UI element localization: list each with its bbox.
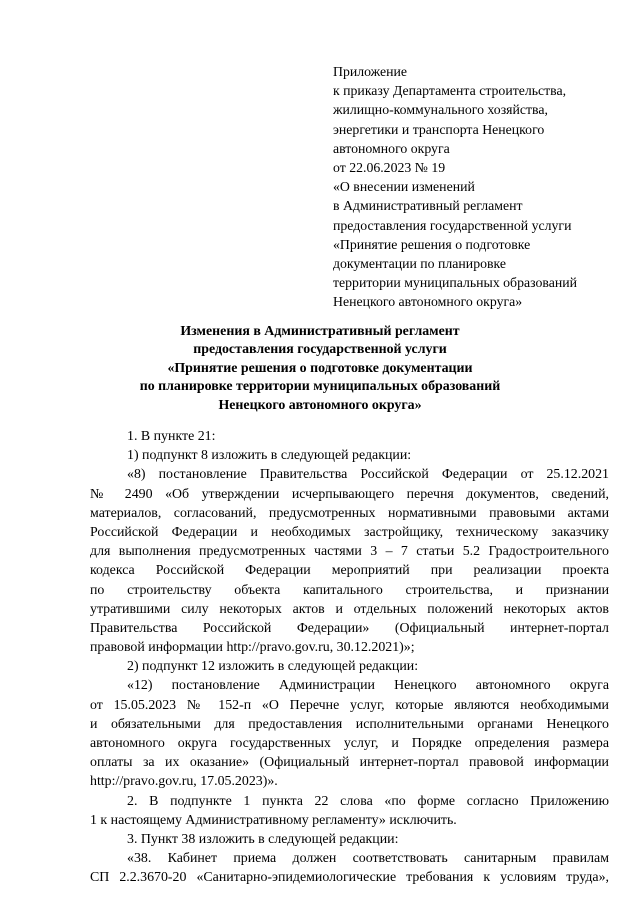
annex-line: Ненецкого автономного округа» [333, 294, 523, 310]
body-line: 2. В подпункте 1 пункта 22 слова «по форме согласно Приложению [127, 793, 609, 809]
body-line: № 2490 «Об утверждении исчерпывающего перечня документов, сведений, [90, 486, 609, 502]
body-line: «12) постановление Администрации Ненецкого автономного округа [127, 678, 609, 694]
annex-line: «О внесении изменений [333, 179, 475, 195]
annex-header [333, 62, 633, 312]
body-line: по строительству объекта капитального строительства, и признании [90, 582, 609, 598]
body-line: и обязательными для предоставления исполнительными органами Ненецкого [90, 716, 609, 732]
annex-line: «Принятие решения о подготовке [333, 236, 531, 252]
body-line: автономного округа государственных услуг, и Порядке определения размера [90, 736, 609, 751]
document-body [90, 427, 609, 888]
body-line: 2) подпункт 12 изложить в следующей редакции: [127, 659, 419, 675]
body-line: утратившими силу некоторых актов и отдельных положений некоторых актов [90, 601, 609, 617]
body-line: для выполнения предусмотренных частями 3 – 7 статьи 5.2 Градостроительного [90, 544, 609, 560]
body-line: кодекса Российской Федерации мероприятий при реализации проекта [90, 563, 609, 579]
annex-line: Приложение [333, 64, 408, 79]
title-line: предоставления государственной услуги [193, 342, 447, 358]
body-line: «8) постановление Правительства Российской Федерации от 25.12.2021 [127, 467, 609, 483]
body-line: от 15.05.2023 № 152-п «О Перечне услуг, которые являются необходимыми [90, 697, 609, 713]
annex-line: от 22.06.2023 № 19 [333, 160, 446, 176]
body-line: «38. Кабинет приема должен соответствовать санитарным правилам [127, 851, 609, 867]
annex-line: к приказу Департамента строительства, [333, 83, 567, 99]
document-title [0, 323, 640, 415]
body-line: http://pravo.gov.ru, 17.05.2023)». [90, 774, 278, 790]
annex-line: документации по планировке [333, 256, 506, 272]
annex-line: в Административный регламент [333, 198, 523, 214]
title-line: Изменения в Административный регламент [180, 324, 460, 339]
title-line: Ненецкого автономного округа» [218, 397, 422, 413]
body-line: 1) подпункт 8 изложить в следующей редакции: [127, 448, 412, 464]
body-line: оплаты за их оказание» (Официальный интернет-портал правовой информации [90, 755, 609, 771]
annex-line: предоставления государственной услуги [333, 217, 572, 233]
body-line: 3. Пункт 38 изложить в следующей редакции: [127, 831, 399, 847]
title-line: по планировке территории муниципальных образований [139, 379, 501, 395]
annex-line: территории муниципальных образований [333, 275, 577, 291]
body-line: правовой информации http://pravo.gov.ru, 30.12.2021)»; [90, 640, 415, 656]
body-line: Российской Федерации и необходимых застройщику, техническому заказчику [90, 524, 609, 540]
body-line: СП 2.2.3670-20 «Санитарно-эпидемиологические требования к условиям труда», [90, 870, 609, 886]
body-line: материалов, согласований, предусмотренных нормативными правовыми актами [90, 505, 609, 521]
body-line: 1 к настоящему Административному регламенту» исключить. [90, 812, 457, 828]
title-line: «Принятие решения о подготовке документации [167, 360, 473, 376]
annex-line: автономного округа [333, 140, 450, 156]
body-line: Правительства Российской Федерации» (Официальный интернет-портал [90, 620, 609, 636]
annex-line: жилищно-коммунального хозяйства, [333, 102, 548, 118]
annex-line: энергетики и транспорта Ненецкого [333, 121, 545, 137]
body-line: 1. В пункте 21: [127, 429, 216, 444]
